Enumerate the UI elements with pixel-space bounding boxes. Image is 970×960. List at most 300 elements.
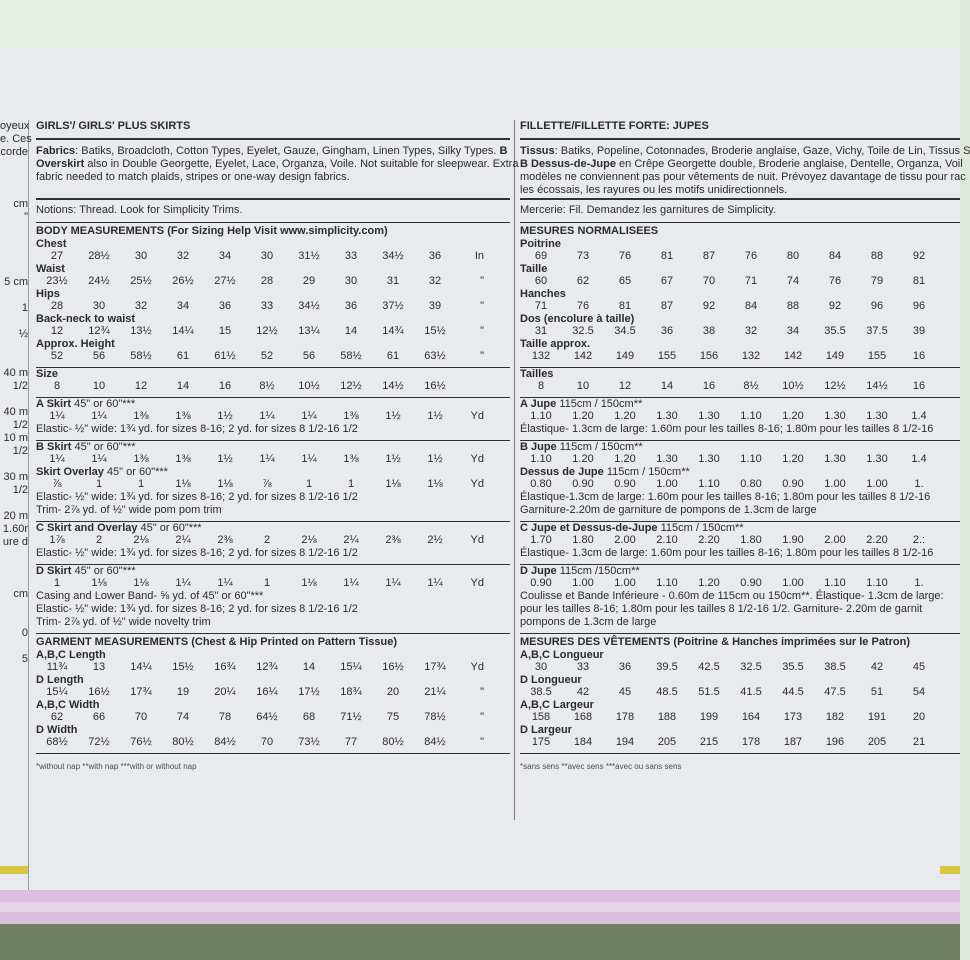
rule xyxy=(520,138,960,140)
garment-measurements-heading: GARMENT MEASUREMENTS (Chest & Hip Printed on Pattern Tissue) xyxy=(36,636,397,648)
fabrics-paragraph: Fabrics: Batiks, Broadcloth, Cotton Types, Eyelet, Gauze, Gingham, Linen Types, Silky Types. B Overskirt also in Double Georgette, Eyelet, Lace, Organza, Voile. Not suitable for sleepwear. Extra fabric needed to match plaids, stripes or one-way design fabrics. xyxy=(36,145,519,183)
strip-line: 1.60r xyxy=(2,523,28,535)
row-label: A Jupe 115cm / 150cm** xyxy=(520,398,643,410)
row-label: Hips xyxy=(36,288,60,300)
cell: 38.5 xyxy=(824,661,846,673)
unit: Yd xyxy=(470,410,484,422)
cell: 1. xyxy=(914,478,924,490)
cell: 16 xyxy=(912,350,926,362)
cell: 1.10 xyxy=(530,410,552,422)
row-label: Taille approx. xyxy=(520,338,591,350)
cell: 21 xyxy=(912,736,926,748)
cell: 12¾ xyxy=(256,661,278,673)
value-row xyxy=(520,534,960,547)
cell: 31 xyxy=(534,325,548,337)
strip-line: oyeux xyxy=(0,120,30,132)
cell: 80½ xyxy=(172,736,194,748)
mercerie: Mercerie: Fil. Demandez les garnitures de Simplicity. xyxy=(520,204,776,216)
cell: 37½ xyxy=(382,300,404,312)
rule xyxy=(520,198,960,200)
cell: 42 xyxy=(576,686,590,698)
cell: 1.4 xyxy=(911,453,927,465)
value-row xyxy=(36,577,510,590)
cell: 1 xyxy=(263,577,271,589)
size: 16 xyxy=(702,380,716,392)
cell: 1.20 xyxy=(698,577,720,589)
cell: 2⅛ xyxy=(301,534,317,546)
cell: 19 xyxy=(176,686,190,698)
rule xyxy=(520,633,960,634)
cell: 79 xyxy=(870,275,884,287)
cell: 1½ xyxy=(427,453,443,465)
cell: 1⅛ xyxy=(217,478,233,490)
strip-line xyxy=(0,354,28,367)
strip-line xyxy=(0,497,28,510)
row-label: Hanches xyxy=(520,288,566,300)
cell: 1.10 xyxy=(740,453,762,465)
cell: 132 xyxy=(531,350,551,362)
cell: 15¼ xyxy=(46,686,68,698)
cell: 2.00 xyxy=(824,534,846,546)
unit: Yd xyxy=(470,661,484,673)
strip-line xyxy=(0,458,28,471)
cell: 35.5 xyxy=(824,325,846,337)
cell: 1.20 xyxy=(782,453,804,465)
value-row xyxy=(520,478,960,491)
strip-line xyxy=(0,341,28,354)
cell: 37.5 xyxy=(866,325,888,337)
tailles-label: Tailles xyxy=(520,368,554,380)
cell: 2 xyxy=(263,534,271,546)
cell: 1⅜ xyxy=(133,453,149,465)
cell: 92 xyxy=(702,300,716,312)
strip-line: 30 m xyxy=(3,471,28,483)
strip-line xyxy=(0,289,28,302)
strip-line: 1/2 xyxy=(12,419,28,431)
strip-line: ure d xyxy=(2,536,28,548)
footnote: *sans sens **avec sens ***avec ou sans sens xyxy=(520,762,682,771)
cell: 1.00 xyxy=(824,478,846,490)
cell: 1⅜ xyxy=(343,410,359,422)
cell: 0.80 xyxy=(530,478,552,490)
cell: 1 xyxy=(95,478,103,490)
cell: 74 xyxy=(786,275,800,287)
cell: 1.00 xyxy=(572,577,594,589)
background-top xyxy=(0,0,960,48)
value-row xyxy=(36,325,510,338)
value-row xyxy=(520,686,960,699)
section-title: GIRLS'/ GIRLS' PLUS SKIRTS xyxy=(36,120,191,132)
cell: 2½ xyxy=(427,534,443,546)
cell: 78 xyxy=(218,711,232,723)
cell: 2⅛ xyxy=(133,534,149,546)
cell: 76½ xyxy=(130,736,152,748)
cell: 1⅞ xyxy=(49,534,65,546)
row-label: Approx. Height xyxy=(36,338,115,350)
cell: 149 xyxy=(615,350,635,362)
cell: 1⅛ xyxy=(175,478,191,490)
cell: 0.90 xyxy=(530,577,552,589)
info-line: Coulisse et Bande Inférieure - 0.60m de 115cm ou 150cm**. Élastique- 1.3cm de large: xyxy=(520,590,944,602)
mesures-table xyxy=(520,238,960,363)
strip-line: 0 xyxy=(21,627,28,639)
cell: 25½ xyxy=(130,275,152,287)
cell: 62 xyxy=(50,711,64,723)
cell: 41.5 xyxy=(740,686,762,698)
cell: 58½ xyxy=(130,350,152,362)
pink-strip xyxy=(0,890,960,924)
size: 8 xyxy=(537,380,545,392)
cell: 45 xyxy=(912,661,926,673)
strip-line xyxy=(0,562,28,575)
tailles-row xyxy=(520,380,960,393)
footnote: *without nap **with nap ***with or without nap xyxy=(36,762,197,771)
size: 12 xyxy=(134,380,148,392)
cell: 12½ xyxy=(256,325,278,337)
cell: 30 xyxy=(344,275,358,287)
cell: 16½ xyxy=(88,686,110,698)
cell: 14 xyxy=(344,325,358,337)
unit: Yd xyxy=(470,534,484,546)
cell: 71 xyxy=(534,300,548,312)
strip-line: 1/2 xyxy=(12,380,28,392)
cell: 1¼ xyxy=(427,577,443,589)
strip-line xyxy=(0,159,28,172)
value-row xyxy=(36,453,510,466)
cell: 72½ xyxy=(88,736,110,748)
size: 10 xyxy=(576,380,590,392)
cell: 1.20 xyxy=(614,453,636,465)
size: 14½ xyxy=(866,380,888,392)
value-row xyxy=(520,275,960,288)
value-row xyxy=(520,453,960,466)
cell: 28 xyxy=(50,300,64,312)
cell: 1.80 xyxy=(572,534,594,546)
cell: 51.5 xyxy=(698,686,720,698)
cell: 70 xyxy=(134,711,148,723)
cell: 87 xyxy=(660,300,674,312)
rule xyxy=(36,222,510,223)
value-row xyxy=(520,410,960,423)
cell: 1¼ xyxy=(259,453,275,465)
strip-line: 1 xyxy=(21,302,28,314)
notions: Notions: Thread. Look for Simplicity Trims. xyxy=(36,204,243,216)
cell: 0.80 xyxy=(740,478,762,490)
cell: 81 xyxy=(912,275,926,287)
cell: 34½ xyxy=(382,250,404,262)
cell: 175 xyxy=(531,736,551,748)
cell: 76 xyxy=(828,275,842,287)
rule xyxy=(36,633,510,634)
strip-line: cm xyxy=(13,588,28,600)
unit: " xyxy=(480,686,484,698)
cell: 164 xyxy=(741,711,761,723)
cell: 36 xyxy=(660,325,674,337)
cell: 1.30 xyxy=(866,410,888,422)
cell: 34 xyxy=(218,250,232,262)
rule xyxy=(36,753,510,754)
cell: 68½ xyxy=(46,736,68,748)
size: 14 xyxy=(660,380,674,392)
value-row xyxy=(520,577,960,590)
value-row xyxy=(520,325,960,338)
cell: 68 xyxy=(302,711,316,723)
cell: 24½ xyxy=(88,275,110,287)
cell: 1⅛ xyxy=(133,577,149,589)
cell: 13¼ xyxy=(298,325,320,337)
cell: 2 xyxy=(95,534,103,546)
info-line: Elastic- ½" wide: 1¾ yd. for sizes 8-16; 2 yd. for sizes 8 1/2-16 1/2 xyxy=(36,491,358,503)
cell: 2.10 xyxy=(656,534,678,546)
cell: 30 xyxy=(92,300,106,312)
cell: 34 xyxy=(786,325,800,337)
strip-line: 40 m xyxy=(3,406,28,418)
value-row xyxy=(520,711,960,724)
unit: " xyxy=(480,350,484,362)
unit: " xyxy=(480,325,484,337)
strip-line xyxy=(0,614,28,627)
size: 12½ xyxy=(340,380,362,392)
cell: 17½ xyxy=(298,686,320,698)
metrage-table xyxy=(520,398,960,629)
size: 10½ xyxy=(782,380,804,392)
cell: 1.70 xyxy=(530,534,552,546)
cell: 44.5 xyxy=(782,686,804,698)
cell: 142 xyxy=(573,350,593,362)
cell: 54 xyxy=(912,686,926,698)
cell: 1½ xyxy=(385,410,401,422)
cell: 168 xyxy=(573,711,593,723)
cell: 77 xyxy=(344,736,358,748)
strip-line: e. Ces xyxy=(0,133,32,145)
info-line: Elastic- ½" wide: 1¾ yd. for sizes 8-16; 2 yd. for sizes 8 1/2-16 1/2 xyxy=(36,603,358,615)
cell: 34½ xyxy=(298,300,320,312)
cell: 1. xyxy=(914,577,924,589)
cell: 13 xyxy=(92,661,106,673)
cell: 32 xyxy=(428,275,442,287)
french-column xyxy=(520,120,970,773)
cell: 42 xyxy=(870,661,884,673)
row-label: A,B,C Length xyxy=(36,649,106,661)
cell: 1.00 xyxy=(656,478,678,490)
cell: 96 xyxy=(870,300,884,312)
cell: 38.5 xyxy=(530,686,552,698)
row-label: B Skirt 45" or 60"*** xyxy=(36,441,136,453)
cell: 188 xyxy=(657,711,677,723)
cell: 73 xyxy=(576,250,590,262)
value-row xyxy=(520,350,960,363)
cell: 32.5 xyxy=(572,325,594,337)
cell: 69 xyxy=(534,250,548,262)
cell: 1.30 xyxy=(698,410,720,422)
row-label: Skirt Overlay 45" or 60"*** xyxy=(36,466,168,478)
info-line: Élastique- 1.3cm de large: 1.60m pour les tailles 8-16; 1.80m pour les tailles 8 1/2-16 xyxy=(520,423,934,435)
cell: 30 xyxy=(534,661,548,673)
cell: 71½ xyxy=(340,711,362,723)
cell: 33 xyxy=(344,250,358,262)
cell: 34.5 xyxy=(614,325,636,337)
info-line: Casing and Lower Band- ⅝ yd. of 45" or 60"*** xyxy=(36,590,264,602)
size-row xyxy=(36,380,510,393)
cell: 81 xyxy=(660,250,674,262)
cell: 92 xyxy=(828,300,842,312)
cell: 0.90 xyxy=(572,478,594,490)
info-line: pour les tailles 8-16; 1.80m pour les tailles 8 1/2-16 1/2. Garniture- 2.20m de garnit xyxy=(520,603,923,615)
cell: 27 xyxy=(50,250,64,262)
cell: 84 xyxy=(828,250,842,262)
cell: 26½ xyxy=(172,275,194,287)
strip-line: 40 m xyxy=(3,367,28,379)
cell: 52 xyxy=(260,350,274,362)
cell: 66 xyxy=(92,711,106,723)
cell: 81 xyxy=(618,300,632,312)
cell: 42.5 xyxy=(698,661,720,673)
body-measurements-heading: BODY MEASUREMENTS (For Sizing Help Visit www.simplicity.com) xyxy=(36,225,388,237)
cell: 1⅜ xyxy=(133,410,149,422)
value-row xyxy=(36,300,510,313)
strip-line xyxy=(0,172,28,185)
cell: 78½ xyxy=(424,711,446,723)
cell: 1¼ xyxy=(49,453,65,465)
cell: 36 xyxy=(428,250,442,262)
cell: 15½ xyxy=(172,661,194,673)
cell: 11¾ xyxy=(46,661,68,673)
cell: 142 xyxy=(783,350,803,362)
cell: 96 xyxy=(912,300,926,312)
info-line: Élastique-1.3cm de large: 1.60m pour les tailles 8-16; 1.80m pour les tailles 8 1/2-16 xyxy=(520,491,931,503)
cell: 1¼ xyxy=(343,577,359,589)
cell: 18¾ xyxy=(340,686,362,698)
english-column xyxy=(36,120,519,773)
size-label: Size xyxy=(36,368,59,380)
cell: 36 xyxy=(618,661,632,673)
cell: 2.20 xyxy=(698,534,720,546)
cell: 15¼ xyxy=(340,661,362,673)
cell: 196 xyxy=(825,736,845,748)
cell: 1.20 xyxy=(782,410,804,422)
cell: 1.30 xyxy=(656,410,678,422)
cell: 74 xyxy=(176,711,190,723)
size: 16½ xyxy=(424,380,446,392)
cell: 205 xyxy=(657,736,677,748)
cell: 1.00 xyxy=(866,478,888,490)
row-label: B Jupe 115cm / 150cm** xyxy=(520,441,643,453)
cell: 1⅛ xyxy=(427,478,443,490)
cell: 191 xyxy=(867,711,887,723)
unit: In xyxy=(474,250,484,262)
mesures-vetements-table xyxy=(520,649,960,749)
cell: 39.5 xyxy=(656,661,678,673)
info-line: Garniture-2.20m de garniture de pompons de 1.3cm de large xyxy=(520,504,817,516)
cell: 149 xyxy=(825,350,845,362)
cell: 1¼ xyxy=(91,453,107,465)
cell: 178 xyxy=(615,711,635,723)
cell: 70 xyxy=(260,736,274,748)
cell: 47.5 xyxy=(824,686,846,698)
cell: 65 xyxy=(618,275,632,287)
cell: 52 xyxy=(50,350,64,362)
cell: 1.80 xyxy=(740,534,762,546)
strip-line xyxy=(0,575,28,588)
cell: 194 xyxy=(615,736,635,748)
info-line: Elastic- ½" wide: 1¾ yd. for sizes 8-16; 2 yd. for sizes 8 1/2-16 1/2 xyxy=(36,423,358,435)
cell: 1.20 xyxy=(614,410,636,422)
cell: 1.10 xyxy=(656,577,678,589)
cell: 0.90 xyxy=(740,577,762,589)
cell: 1.30 xyxy=(824,453,846,465)
strip-line: ½ xyxy=(18,328,28,340)
cell: 1⅜ xyxy=(175,453,191,465)
rule xyxy=(520,753,960,754)
cell: 1.20 xyxy=(572,453,594,465)
row-label: D Longueur xyxy=(520,674,582,686)
value-row xyxy=(36,736,510,749)
strip-line: 5 xyxy=(21,653,28,665)
row-label: Chest xyxy=(36,238,67,250)
value-row xyxy=(520,250,960,263)
cell: 70 xyxy=(702,275,716,287)
cell: 62 xyxy=(576,275,590,287)
cell: 12¾ xyxy=(88,325,110,337)
row-label: D Length xyxy=(36,674,84,686)
cell: 38 xyxy=(702,325,716,337)
cell: 1⅜ xyxy=(343,453,359,465)
cell: 56 xyxy=(302,350,316,362)
cell: 88 xyxy=(786,300,800,312)
cell: 1¼ xyxy=(91,410,107,422)
value-row xyxy=(36,711,510,724)
row-label: Back-neck to waist xyxy=(36,313,136,325)
unit: " xyxy=(480,736,484,748)
row-label: Dos (encolure à taille) xyxy=(520,313,635,325)
cell: 73½ xyxy=(298,736,320,748)
left-column-edge xyxy=(28,120,33,890)
cell: 51 xyxy=(870,686,884,698)
cell: 1.00 xyxy=(614,577,636,589)
cell: 2⅜ xyxy=(217,534,233,546)
cell: 2.20 xyxy=(866,534,888,546)
strip-line xyxy=(0,224,28,237)
cell: 61 xyxy=(386,350,400,362)
strip-line xyxy=(0,549,28,562)
cell: 1¼ xyxy=(217,577,233,589)
cell: 32 xyxy=(134,300,148,312)
strip-line xyxy=(0,640,28,653)
size: 10 xyxy=(92,380,106,392)
cell: 14¼ xyxy=(172,325,194,337)
cell: 1⅛ xyxy=(91,577,107,589)
size: 8 xyxy=(53,380,61,392)
tissus-paragraph: Tissus: Batiks, Popeline, Cotonnades, Broderie anglaise, Gaze, Vichy, Toile de Lin, Tissus S B Dessus-de-Jupe en Crêpe Georgette double, Broderie anglaise, Dentelle, Organza, Voil modèles ne conviennent pas pour vêtements de nuit. Prévoyez davantage de tissu pour rac les écossais, les rayures ou les motifs unidirectionnels. xyxy=(520,145,970,196)
cell: 75 xyxy=(386,711,400,723)
cell: 1.4 xyxy=(911,410,927,422)
cell: 1 xyxy=(137,478,145,490)
cell: 15 xyxy=(218,325,232,337)
row-label: A,B,C Width xyxy=(36,699,100,711)
cell: 17¾ xyxy=(424,661,446,673)
cell: 80 xyxy=(786,250,800,262)
garment-measurements-table xyxy=(36,649,510,749)
strip-line: 10 m xyxy=(3,432,28,444)
cell: 1⅛ xyxy=(301,577,317,589)
cell: 14¾ xyxy=(382,325,404,337)
value-row xyxy=(520,300,960,313)
cell: 28 xyxy=(260,275,274,287)
cell: 87 xyxy=(702,250,716,262)
cell: 1½ xyxy=(217,453,233,465)
section-title: FILLETTE/FILLETTE FORTE: JUPES xyxy=(520,120,709,132)
cell: ⅞ xyxy=(52,478,62,490)
